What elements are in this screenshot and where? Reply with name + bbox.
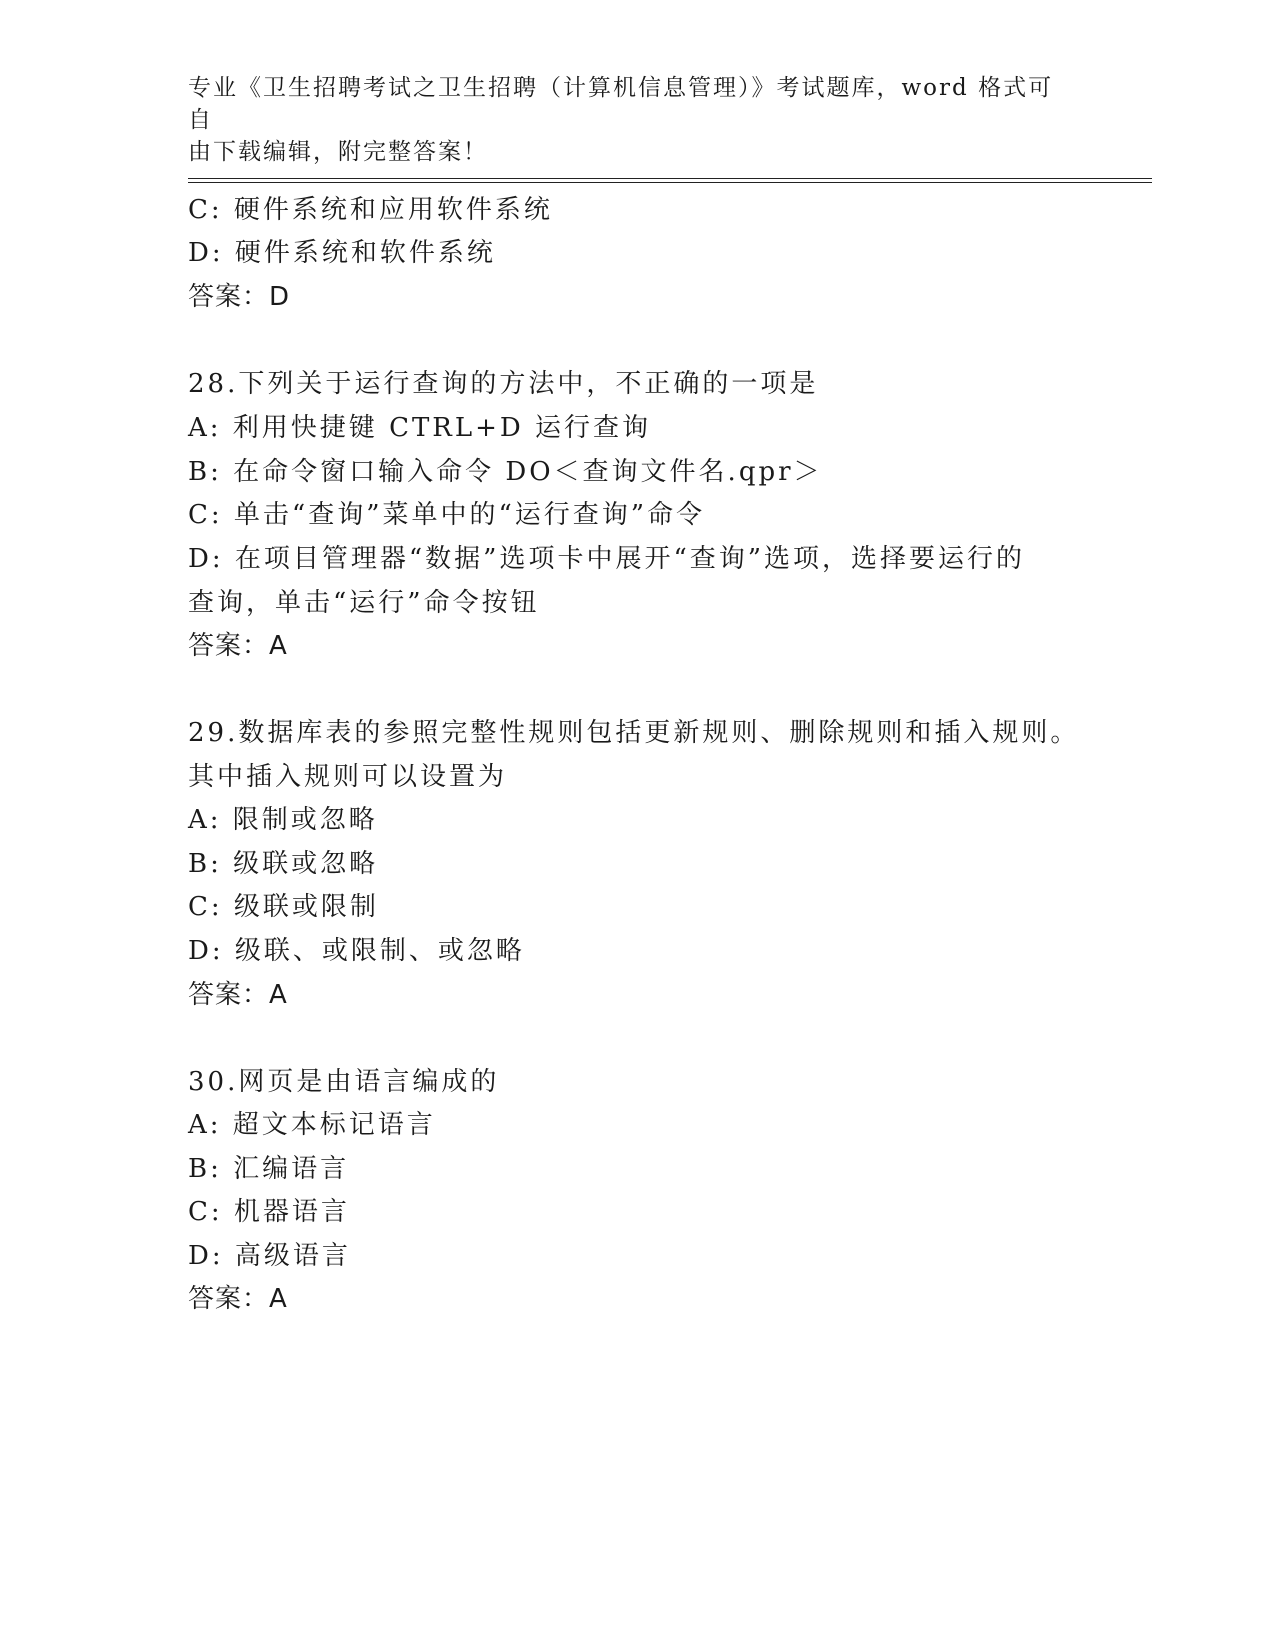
header-line-2: 由下载编辑，附完整答案！ <box>188 139 488 165</box>
question-30-answer: 答案：A <box>188 1284 288 1314</box>
question-30-option-c: C: 机器语言 <box>188 1197 350 1227</box>
header-divider-bottom <box>188 182 1152 183</box>
question-29-stem: 29.数据库表的参照完整性规则包括更新规则、删除规则和插入规则。 <box>188 718 1080 748</box>
question-28-stem: 28.下列关于运行查询的方法中，不正确的一项是 <box>188 369 819 399</box>
question-30-stem: 30.网页是由语言编成的 <box>188 1067 500 1097</box>
question-29-answer: 答案：A <box>188 980 288 1010</box>
prev-answer: 答案：D <box>188 282 291 312</box>
question-28-option-d: D: 在项目管理器“数据”选项卡中展开“查询”选项，选择要运行的 <box>188 544 1026 574</box>
question-28-answer: 答案：A <box>188 631 288 661</box>
question-30-option-d: D: 高级语言 <box>188 1241 351 1271</box>
question-29-option-a: A: 限制或忽略 <box>188 805 378 835</box>
question-29-option-b: B: 级联或忽略 <box>188 849 379 879</box>
document-header <box>188 72 1068 168</box>
question-28-option-b: B: 在命令窗口输入命令 DO＜查询文件名.qpr＞ <box>188 457 823 487</box>
question-28-option-c: C: 单击“查询”菜单中的“运行查询”命令 <box>188 500 706 530</box>
question-29-stem-cont: 其中插入规则可以设置为 <box>188 762 508 792</box>
question-30-option-b: B: 汇编语言 <box>188 1154 350 1184</box>
prev-option-d: D: 硬件系统和软件系统 <box>188 238 496 268</box>
question-29-option-c: C: 级联或限制 <box>188 892 379 922</box>
header-divider-top <box>188 178 1152 179</box>
header-line-1: 专业《卫生招聘考试之卫生招聘（计算机信息管理）》考试题库，word 格式可自 <box>188 75 1054 133</box>
question-29-option-d: D: 级联、或限制、或忽略 <box>188 936 525 966</box>
question-28-option-a: A: 利用快捷键 CTRL+D 运行查询 <box>188 413 652 443</box>
prev-option-c: C: 硬件系统和应用软件系统 <box>188 195 553 225</box>
question-28-option-d-cont: 查询，单击“运行”命令按钮 <box>188 588 540 618</box>
question-30-option-a: A: 超文本标记语言 <box>188 1110 436 1140</box>
